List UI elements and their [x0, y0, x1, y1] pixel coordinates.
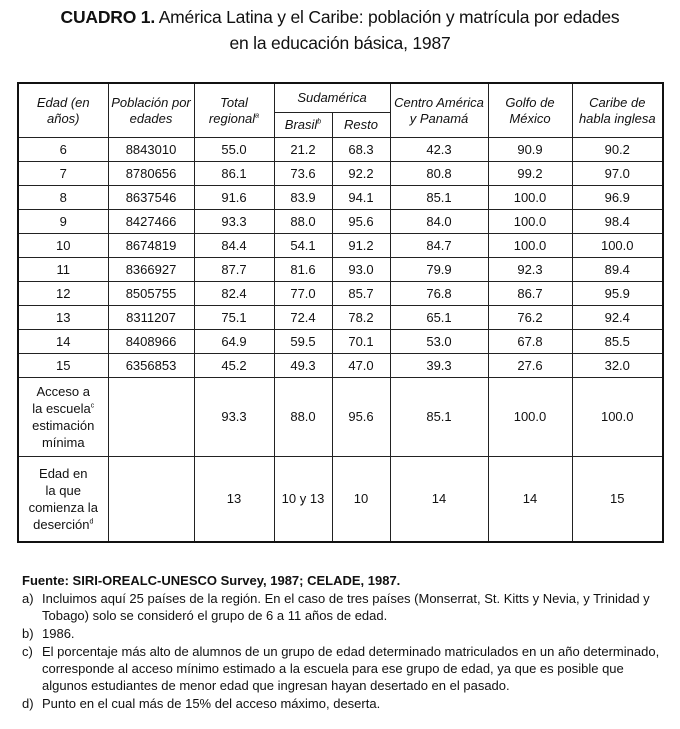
footnote-item: [22, 643, 662, 694]
table-cell: 85.1: [390, 186, 488, 210]
age-cell: 8: [18, 186, 108, 210]
title-line-1: América Latina y el Caribe: población y matrícula por edades: [158, 7, 620, 27]
table-cell: 39.3: [390, 354, 488, 378]
age-cell: 9: [18, 210, 108, 234]
table-row: [18, 138, 663, 162]
table-cell: 82.4: [194, 282, 274, 306]
table-cell: 10 y 13: [274, 457, 332, 543]
table-cell: 70.1: [332, 330, 390, 354]
table-row: [18, 258, 663, 282]
title-line-2: en la educación básica, 1987: [229, 33, 451, 53]
footnote-item: [22, 625, 662, 642]
table-cell: 8637546: [108, 186, 194, 210]
header-caribe: Caribe de habla inglesa: [572, 83, 663, 138]
table-cell: 99.2: [488, 162, 572, 186]
age-cell: 11: [18, 258, 108, 282]
table-cell: 79.9: [390, 258, 488, 282]
table-cell: 91.2: [332, 234, 390, 258]
header-centro: Centro América y Panamá: [390, 83, 488, 138]
footnote-label: a): [22, 591, 34, 606]
age-cell: 13: [18, 306, 108, 330]
footnote-item: [22, 590, 662, 624]
footnote-item: [22, 695, 662, 712]
age-cell: 7: [18, 162, 108, 186]
table-cell: 14: [488, 457, 572, 543]
table-row: [18, 162, 663, 186]
table-cell: 93.0: [332, 258, 390, 282]
table-cell: 72.4: [274, 306, 332, 330]
table-cell: [108, 457, 194, 543]
table-cell: 8674819: [108, 234, 194, 258]
table-cell: 55.0: [194, 138, 274, 162]
table-cell: 92.3: [488, 258, 572, 282]
age-cell: 14: [18, 330, 108, 354]
table-cell: 80.8: [390, 162, 488, 186]
table-cell: 93.3: [194, 210, 274, 234]
table-cell: 85.1: [390, 378, 488, 457]
table-cell: 76.2: [488, 306, 572, 330]
table-cell: 100.0: [488, 186, 572, 210]
age-cell: 15: [18, 354, 108, 378]
table-cell: 6356853: [108, 354, 194, 378]
table-cell: 86.7: [488, 282, 572, 306]
table-cell: 92.4: [572, 306, 663, 330]
table-cell: 85.5: [572, 330, 663, 354]
table-cell: 54.1: [274, 234, 332, 258]
table-cell: 75.1: [194, 306, 274, 330]
table-cell: 8311207: [108, 306, 194, 330]
header-golfo: Golfo de México: [488, 83, 572, 138]
age-cell: 6: [18, 138, 108, 162]
table-cell: 8843010: [108, 138, 194, 162]
header-edad: Edad (en años): [18, 83, 108, 138]
table-cell: 13: [194, 457, 274, 543]
data-table: [17, 82, 664, 543]
table-cell: 83.9: [274, 186, 332, 210]
table-row: [18, 354, 663, 378]
table-cell: 84.0: [390, 210, 488, 234]
table-row: [18, 234, 663, 258]
table-cell: 89.4: [572, 258, 663, 282]
table-cell: 10: [332, 457, 390, 543]
table-cell: 14: [390, 457, 488, 543]
table-cell: 45.2: [194, 354, 274, 378]
age-cell: 12: [18, 282, 108, 306]
table-cell: 95.9: [572, 282, 663, 306]
table-cell: 100.0: [488, 210, 572, 234]
table-row-desercion: [18, 457, 663, 543]
header-sudamerica: Sudamérica: [274, 83, 390, 113]
desercion-label: Edad en la que comienza la deserción$^d$: [18, 457, 108, 543]
table-cell: 53.0: [390, 330, 488, 354]
table-cell: 84.7: [390, 234, 488, 258]
table-cell: 100.0: [488, 378, 572, 457]
table-cell: 67.8: [488, 330, 572, 354]
table-cell: 96.9: [572, 186, 663, 210]
table-cell: 8408966: [108, 330, 194, 354]
table-row: [18, 282, 663, 306]
table-cell: 85.7: [332, 282, 390, 306]
table-cell: 59.5: [274, 330, 332, 354]
table-cell: 86.1: [194, 162, 274, 186]
table-cell: 76.8: [390, 282, 488, 306]
footnote-label: d): [22, 696, 34, 711]
table-cell: 15: [572, 457, 663, 543]
table-cell: 90.2: [572, 138, 663, 162]
table-cell: 8505755: [108, 282, 194, 306]
table-cell: 78.2: [332, 306, 390, 330]
header-total: Total regional$^a$: [194, 83, 274, 138]
table-cell: 77.0: [274, 282, 332, 306]
footnote-label: c): [22, 644, 33, 659]
table-cell: 65.1: [390, 306, 488, 330]
table-cell: 81.6: [274, 258, 332, 282]
table-cell: 95.6: [332, 378, 390, 457]
table-row: [18, 186, 663, 210]
table-cell: 100.0: [572, 234, 663, 258]
table-cell: 100.0: [572, 378, 663, 457]
table-cell: [108, 378, 194, 457]
header-brasil: Brasil$^b$: [274, 113, 332, 138]
table-row: [18, 306, 663, 330]
source-note: Fuente: SIRI-OREALC-UNESCO Survey, 1987; CELADE, 1987.: [22, 573, 401, 588]
table-cell: 8366927: [108, 258, 194, 282]
table-cell: 93.3: [194, 378, 274, 457]
table-cell: 32.0: [572, 354, 663, 378]
table-cell: 90.9: [488, 138, 572, 162]
title-number: CUADRO 1.: [60, 7, 155, 27]
table-body: [18, 138, 663, 378]
footnote-text: Incluimos aquí 25 países de la región. En el caso de tres países (Monserrat, St. Kitts y Nevia, y Trinidad y Tobago) solo se consideró el grupo de 6 a 11 años de edad.: [42, 591, 650, 623]
table-cell: 97.0: [572, 162, 663, 186]
table-row-acceso: [18, 378, 663, 457]
footnote-text: Punto en el cual más de 15% del acceso máximo, deserta.: [42, 696, 381, 711]
table-cell: 98.4: [572, 210, 663, 234]
table-cell: 100.0: [488, 234, 572, 258]
table-row: [18, 330, 663, 354]
table-cell: 73.6: [274, 162, 332, 186]
table-cell: 95.6: [332, 210, 390, 234]
table-cell: 94.1: [332, 186, 390, 210]
table-row: [18, 210, 663, 234]
header-poblacion: Población por edades: [108, 83, 194, 138]
age-cell: 10: [18, 234, 108, 258]
footnote-text: El porcentaje más alto de alumnos de un grupo de edad determinado matriculados en un año determinado, corresponde al acceso mínimo estimado a la escuela para ese grupo de edad, ya que es posible que algunos estudiantes de menor edad que ingresan hayan desertado en el pasado.: [42, 644, 660, 693]
table-cell: 47.0: [332, 354, 390, 378]
table-title: [0, 4, 680, 56]
table-cell: 8780656: [108, 162, 194, 186]
table-cell: 49.3: [274, 354, 332, 378]
footnotes: [22, 572, 662, 712]
footnote-label: b): [22, 626, 34, 641]
table-cell: 88.0: [274, 378, 332, 457]
table-cell: 92.2: [332, 162, 390, 186]
header-resto: Resto: [332, 113, 390, 138]
table-cell: 91.6: [194, 186, 274, 210]
table-cell: 84.4: [194, 234, 274, 258]
footnote-text: 1986.: [42, 626, 75, 641]
table-cell: 64.9: [194, 330, 274, 354]
table-cell: 68.3: [332, 138, 390, 162]
table-cell: 42.3: [390, 138, 488, 162]
table-cell: 27.6: [488, 354, 572, 378]
acceso-label: Acceso a la escuela$^c$ estimación mínima: [18, 378, 108, 457]
table-cell: 87.7: [194, 258, 274, 282]
table-cell: 8427466: [108, 210, 194, 234]
table-cell: 21.2: [274, 138, 332, 162]
table-cell: 88.0: [274, 210, 332, 234]
note-list: [22, 590, 662, 712]
